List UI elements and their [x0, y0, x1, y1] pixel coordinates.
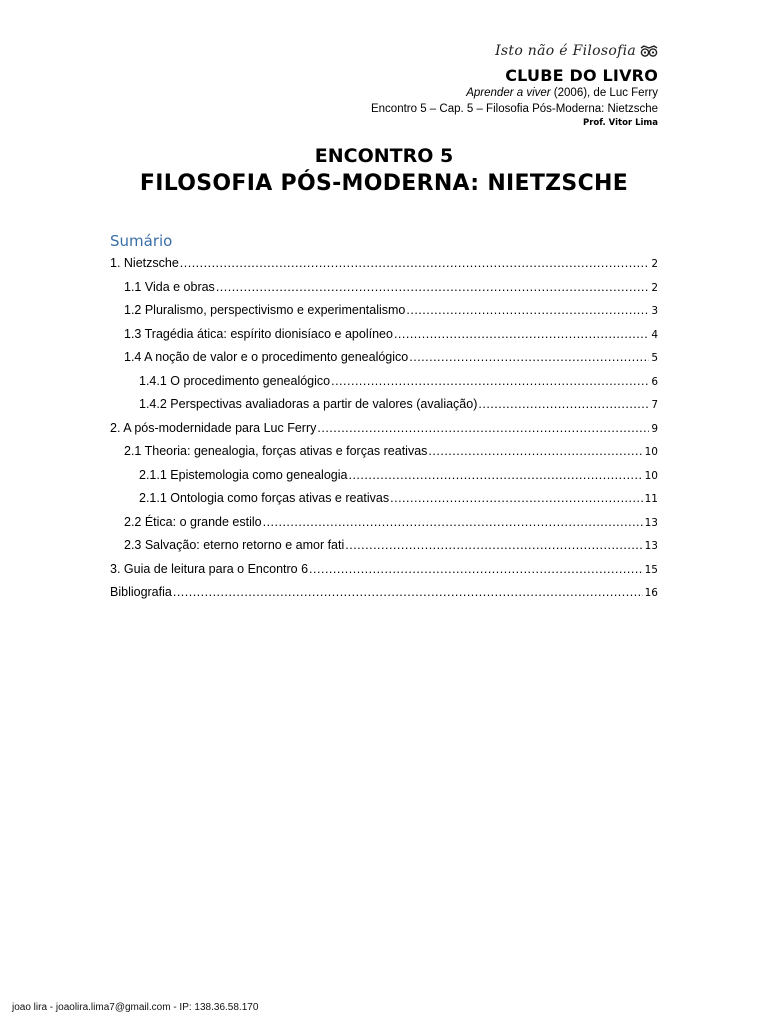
toc-entry-title: 2.1 Theoria: genealogia, forças ativas e forças reativas [124, 444, 428, 458]
toc-leader-dots [406, 299, 649, 323]
document-header [371, 40, 658, 129]
professor-name: Prof. Vitor Lima [582, 118, 658, 128]
toc-entry-page: 2 [651, 281, 658, 294]
toc-entry-title: 2.3 Salvação: eterno retorno e amor fati [124, 538, 345, 552]
toc-entry-title: 1.3 Tragédia ática: espírito dionisíaco e apolíneo [124, 326, 393, 341]
toc-entry[interactable] [110, 534, 658, 558]
toc-entry-title: Bibliografia [110, 585, 172, 599]
toc-entry[interactable] [110, 370, 658, 394]
toc-leader-dots [409, 346, 649, 370]
toc-entry[interactable] [110, 464, 658, 488]
toc-entry-title: 1.1 Vida e obras [124, 279, 215, 294]
title-line-2: FILOSOFIA PÓS-MODERNA: NIETZSCHE [139, 171, 629, 196]
toc-entry[interactable] [110, 417, 658, 441]
title-line-1: ENCONTRO 5 [314, 145, 454, 167]
toc-leader-dots [390, 487, 642, 511]
toc-leader-dots [263, 511, 643, 535]
toc-entry-title: 1.4 A noção de valor e o procedimento genealógico [124, 350, 409, 364]
toc-entry-page: 13 [644, 540, 658, 552]
toc-entry[interactable] [110, 511, 658, 535]
toc-entry[interactable] [110, 440, 658, 464]
club-title: CLUBE DO LIVRO [505, 66, 658, 85]
toc-entry[interactable] [110, 276, 658, 300]
toc-entry[interactable] [110, 393, 658, 417]
toc-leader-dots [331, 370, 649, 394]
toc-entry-page: 11 [644, 493, 658, 505]
brand-name: Isto não é Filosofia [495, 43, 636, 59]
toc-leader-dots [317, 417, 649, 441]
toc-entry-title: 1. Nietzsche [110, 256, 179, 270]
toc-entry-page: 13 [644, 516, 658, 529]
toc-entry[interactable] [110, 299, 658, 323]
toc-entry[interactable] [110, 252, 658, 276]
toc-entry-title: 2.2 Ética: o grande estilo [124, 514, 262, 529]
footer-watermark: joao lira - joaolira.lima7@gmail.com - IP: 138.36.58.170 [12, 1002, 259, 1013]
toc-entry[interactable] [110, 558, 658, 582]
book-title: Aprender a viver [466, 87, 551, 99]
toc-leader-dots [309, 558, 643, 582]
toc-heading: Sumário [110, 232, 173, 250]
toc-leader-dots [345, 534, 642, 558]
meeting-line: Encontro 5 – Cap. 5 – Filosofia Pós-Moderna: Nietzsche [370, 103, 658, 115]
brand-line [371, 40, 658, 62]
toc-leader-dots [173, 581, 643, 605]
toc-entry-title: 1.4.2 Perspectivas avaliadoras a partir de valores (avaliação) [139, 397, 478, 411]
book-line [371, 85, 658, 101]
toc-entry-title: 2.1.1 Ontologia como forças ativas e reativas [139, 491, 390, 505]
toc-entry[interactable] [110, 581, 658, 605]
document-title [0, 143, 768, 199]
toc-entry-title: 3. Guia de leitura para o Encontro 6 [110, 561, 309, 576]
toc-entry-title: 1.4.1 O procedimento genealógico [139, 373, 331, 388]
toc-leader-dots [348, 464, 642, 488]
toc-entry-page: 5 [651, 352, 658, 364]
toc-entry-page: 10 [644, 469, 658, 482]
toc-entry-page: 10 [644, 446, 658, 458]
toc-entry-page: 2 [651, 258, 658, 270]
book-info: (2006), de Luc Ferry [550, 87, 658, 99]
toc-entry[interactable] [110, 323, 658, 347]
toc-entry-title: 2.1.1 Epistemologia como genealogia [139, 467, 348, 482]
toc-entry[interactable] [110, 346, 658, 370]
toc-entry-page: 15 [644, 563, 658, 576]
toc-leader-dots [428, 440, 642, 464]
toc-entry[interactable] [110, 487, 658, 511]
table-of-contents [110, 230, 658, 605]
toc-entry-title: 2. A pós-modernidade para Luc Ferry [110, 420, 317, 435]
toc-entry-page: 9 [651, 422, 658, 435]
toc-leader-dots [394, 323, 649, 347]
toc-entry-page: 7 [651, 399, 658, 411]
owl-icon [640, 45, 658, 58]
toc-entry-page: 16 [644, 587, 658, 599]
toc-entry-title: 1.2 Pluralismo, perspectivismo e experimentalismo [124, 303, 406, 317]
toc-entry-page: 3 [651, 305, 658, 317]
toc-list [110, 252, 658, 605]
toc-leader-dots [180, 252, 650, 276]
toc-leader-dots [216, 276, 650, 300]
toc-entry-page: 6 [651, 375, 658, 388]
toc-entry-page: 4 [651, 328, 658, 341]
toc-leader-dots [478, 393, 649, 417]
